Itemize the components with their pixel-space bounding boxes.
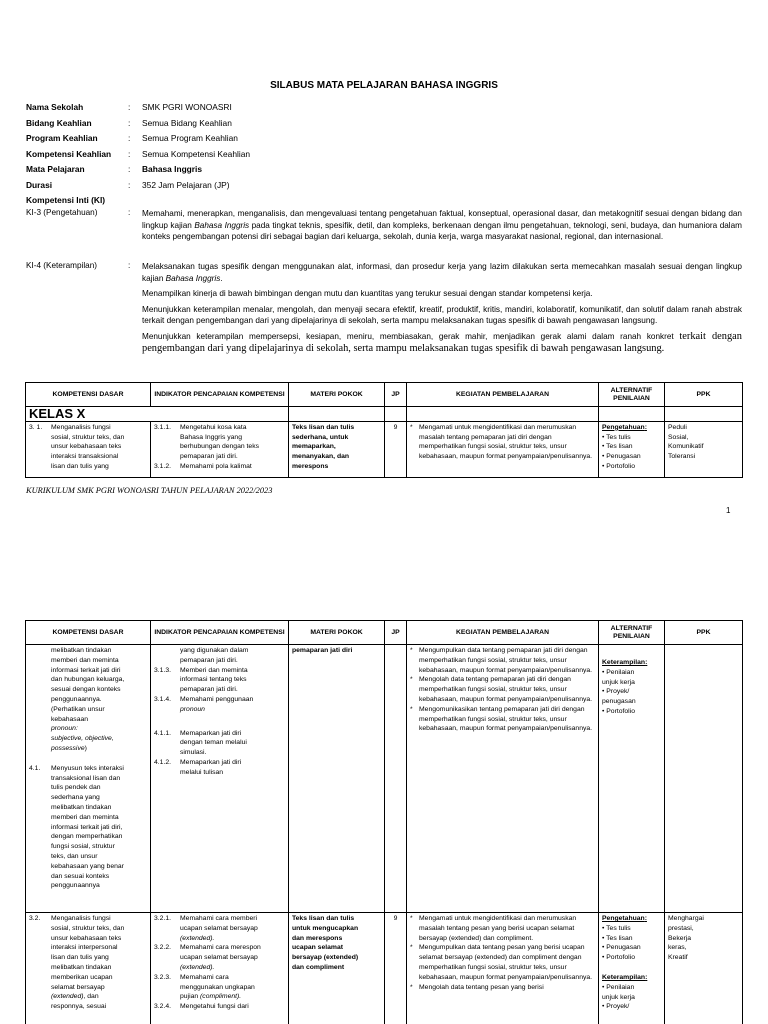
assessment-item: • Tes tulis (602, 924, 631, 932)
text-line: dengan memperhatikan (51, 833, 123, 841)
text-line: informasi terkait jati diri, (51, 823, 123, 831)
jp-cell (385, 645, 407, 913)
activity-item: * Mengomunikasikan tentang pemaparan jati diri dengan memperhatikan fungsi sosial, struktur teks, unsur kebahasaan, maupun format penyampaian/penulisannya. (419, 705, 595, 734)
text-line: sederhana, untuk (292, 433, 349, 441)
ki3-label: KI-3 (Pengetahuan) (26, 208, 98, 217)
jp-cell: 9 (385, 421, 407, 477)
header-ppk: PPK (665, 621, 743, 645)
activity-item: * Mengolah data tentang pesan yang berisi (419, 983, 595, 993)
text-line: Teks lisan dan tulis (292, 423, 355, 431)
text-line: Teks lisan dan tulis (292, 915, 355, 922)
header-materi-pokok: MATERI POKOK (289, 621, 385, 645)
text-line: interaksi interpersonal (51, 944, 118, 952)
footer: KURIKULUM SMK PGRI WONOASRI TAHUN PELAJARAN 2022/2023 (26, 486, 273, 495)
materi-cell: pemaparan jati diri (289, 645, 385, 913)
kegiatan-cell (407, 645, 599, 913)
ki3-text: Memahami, menerapkan, menganalisis, dan mengevaluasi tentang pengetahuan faktual, konseptual, operasional dasar, dan metakognitif sesuai dengan bidang dan lingkup kajian Bahasa Inggris pada tingkat teknis, spesifik, detil, dan kompleks, berkenaan dengan ilmu pengetahuan, teknologi, seni, budaya, dan humaniora dalam konteks pengembangan potensi diri sebagai bagian dari keluarga, sekolah, dunia kerja, warga masyarakat nasional, regional, dan internasional. (142, 209, 742, 242)
indicator-item: 4.1.1. Memaparkan jati diri dengan teman melalui simulasi. (154, 729, 247, 757)
assessment-item: • Tes lisan (602, 934, 633, 942)
kd-cell: 3. 1. Menganalisis fungsi sosial, struktur teks, dan unsur kebahasaan teks interaksi transaksional lisan dan tulis yang (26, 421, 151, 477)
indicator-item: 3.1.1. Mengetahui kosa kata Bahasa Inggris yang berhubungan dengan teks pemaparan jati diri. (154, 423, 259, 461)
header-jp: JP (385, 383, 407, 407)
info-row: Kompetensi Keahlian : Semua Kompetensi Keahlian (26, 148, 251, 159)
ki4-text (142, 261, 742, 355)
assessment-item: • Penugasan (602, 944, 641, 952)
header-jp: JP (385, 621, 407, 645)
assessment-item: unjuk kerja (602, 678, 635, 686)
kd-cell: 3.2. Menganalisis fungsi sosial, struktur teks, dan unsur kebahasaan teks interaksi interpersonal lisan dan tulis yang melibatkan tindakan memberikan ucapan selamat bersayap (extended), dan responnya, sesuai (26, 913, 151, 1024)
indicator-item: 4.1.2. Memaparkan jati diri melalui tulisan (154, 758, 242, 776)
indicator-item: 3.1.2. Memahami pola kalimat (154, 462, 252, 470)
text-line: Menyusun teks interaksi (51, 764, 124, 772)
text-line: merespons (292, 462, 329, 470)
text-line: sederhana yang (51, 794, 100, 802)
ppk-cell (665, 645, 743, 913)
ipk-cell: yang digunakan dalam pemaparan jati diri. 3.1.3. Memberi dan meminta informasi tentang teks pemaparan jati diri. 3.1.4. Memahami penggunaan pronoun 4.1.1. Memaparkan jati diri dengan teman melalui simulasi. 4.1.2. Memaparkan jati diri melalui tulisan (151, 645, 289, 913)
text-line: sesuai dengan konteks (51, 686, 121, 694)
text-line: Menganalisis fungsi (51, 915, 111, 922)
activity-item: * Mengolah data tentang pemaparan jati diri dengan memperhatikan fungsi sosial, struktur teks, unsur kebahasaan, maupun format penyampaian/penulisannya. (419, 675, 595, 704)
kelas-label: KELAS X (26, 407, 289, 422)
indicator-item: 3.1.4. Memahami penggunaan pronoun (154, 695, 254, 713)
assessment-item: • Proyek/ (602, 1003, 630, 1011)
info-value: Semua Program Keahlian (142, 133, 238, 143)
info-value: 352 Jam Pelajaran (JP) (142, 179, 230, 190)
ppk-item: Sosial, (668, 433, 689, 441)
ki3-block: KI-3 (Pengetahuan) : Memahami, menerapkan, menganalisis, dan mengevaluasi tentang pengetahuan faktual, konseptual, operasional dasar, dan metakognitif sesuai dengan bidang dan lingkup kajian Bahasa Inggris pada tingkat teknis, spesifik, detil, dan kompleks, berkenaan dengan ilmu pengetahuan, teknologi, seni, budaya, dan humaniora dalam konteks pengembangan potensi diri sebagai bagian dari keluarga, sekolah, dunia kerja, warga masyarakat nasional, regional, dan internasional. (26, 208, 742, 242)
text-line: dan hubungan keluarga, (51, 676, 125, 684)
ppk-item: Bekerja (668, 934, 692, 942)
info-row: Bidang Keahlian : Semua Bidang Keahlian (26, 117, 232, 128)
text-line: penggunaannya (51, 882, 100, 890)
info-value: Bahasa Inggris (142, 164, 203, 174)
indicator-item: 3.2.1. Memahami cara memberi ucapan selamat bersayap (extended). (154, 915, 258, 942)
ppk-item: Menghargai (668, 915, 704, 922)
text-line: unsur kebahasaan teks (51, 934, 122, 942)
assessment-item: penugasan (602, 698, 636, 706)
text-line: (Perhatikan unsur (51, 705, 105, 713)
alt-cell: Keterampilan: • Penilaian unjuk kerja • Proyek/ penugasan • Portofolio (599, 645, 665, 913)
assessment-item: • Penugasan (602, 453, 641, 461)
syllabus-table-page-1 (25, 382, 743, 478)
text-line: memberikan ucapan (51, 973, 113, 981)
ppk-item: Kreatif (668, 954, 688, 962)
header-indikator: INDIKATOR PENCAPAIAN KOMPETENSI (151, 383, 289, 407)
assessment-item: • Penilaian (602, 668, 635, 676)
info-label: Kompetensi Inti (KI) (26, 195, 106, 205)
info-label: Program Keahlian (26, 133, 98, 143)
info-label: Mata Pelajaran (26, 164, 85, 174)
info-row: Program Keahlian : Semua Program Keahlian (26, 133, 238, 143)
text-line: informasi terkait jati diri (51, 666, 121, 674)
activity-item: * Mengumpulkan data tentang pemaparan jati diri dengan memperhatikan fungsi sosial, struktur teks, unsur kebahasaan, maupun format penyampaian/penulisannya. (419, 646, 595, 675)
indicator-item: 3.2.4. Mengetahui fungsi dari (154, 1003, 249, 1011)
text-line: untuk mengucapkan (292, 924, 359, 932)
ppk-item: Peduli (668, 423, 687, 431)
text-line: kebahasaan yang benar (51, 862, 124, 870)
text-line: unsur kebahasaan teks (51, 443, 122, 451)
materi-cell (289, 913, 385, 1024)
ki4-paragraph-4: Menunjukkan keterampilan mempersepsi, kesiapan, meniru, membiasakan, gerak mahir, menjadikan gerak alami dalam ranah konkret terkait dengan pengembangan dari yang dipelajarinya di sekolah, serta mampu melaksanakan tugas spesifik di bawah pengawasan langsung. (142, 330, 742, 354)
text-line: lisan dan tulis yang (51, 462, 109, 470)
header-alternatif-penilaian: ALTERNATIF PENILAIAN (599, 383, 665, 407)
text-line: tulis pendek dan (51, 784, 101, 792)
text-line: selamat bersayap (51, 983, 105, 991)
info-value: Semua Bidang Keahlian (142, 117, 232, 128)
assessment-item: • Penilaian (602, 983, 635, 991)
ki4-paragraph-2: Menampilkan kinerja di bawah bimbingan dengan mutu dan kuantitas yang terukur sesuai dengan standar kompetensi kerja. (142, 289, 593, 299)
indicator-item: 3.2.2. Memahami cara merespon ucapan selamat bersayap (extended). (154, 944, 261, 971)
text-line: transaksional lisan dan (51, 774, 121, 782)
text-line: memaparkan, (292, 443, 336, 451)
activity-item: * Mengamati untuk mengidentifikasi dan merumuskan masalah tentang pesan yang berisi ucapan selamat bersayap (extended) dan compliment. (419, 914, 595, 943)
header-ppk: PPK (665, 383, 743, 407)
ipk-cell (151, 913, 289, 1024)
header-alternatif-penilaian: ALTERNATIF PENILAIAN (599, 621, 665, 645)
text-line: dan sesuai konteks (51, 872, 110, 880)
document-page-2 (0, 590, 768, 1024)
text-line: dan merespons (292, 934, 343, 942)
assessment-item: • Portofolio (602, 707, 635, 715)
ppk-item: Toleransi (668, 453, 696, 461)
alt-cell: Pengetahuan: • Tes tulis • Tes lisan • Penugasan • Portofolio (599, 421, 665, 477)
ppk-cell (665, 913, 743, 1024)
kd-cell: melibatkan tindakan memberi dan meminta informasi terkait jati diri dan hubungan keluarga, sesuai dengan konteks penggunaannya. (Perhatikan unsur kebahasaan pronoun: subjective, objective, possessive) 4.1. Menyusun teks interaksi transaksional lisan dan tulis pendek dan sederhana yang melibatkan tindakan memberi dan meminta informasi terkait jati diri, dengan memperhatikan fungsi sosial, struktur teks, dan unsur kebahasaan yang benar dan sesuai konteks penggunaannya (26, 645, 151, 913)
text-line: penggunaannya. (51, 695, 102, 703)
ki4-paragraph-3: Menunjukkan keterampilan menalar, mengolah, dan menyaji secara efektif, kreatif, produktif, kritis, mandiri, kolaboratif, komunikatif, dan solutif dalam ranah abstrak terkait dengan pengembangan dari yang dipelajarinya di sekolah, serta mampu melaksanakan tugas spesifik di bawah pengawasan langsung. (142, 304, 742, 326)
assessment-item: • Portofolio (602, 954, 635, 962)
text-line: menanyakan, dan (292, 453, 350, 461)
header-materi-pokok: MATERI POKOK (289, 383, 385, 407)
assessment-item: • Tes lisan (602, 443, 633, 451)
ipk-cell (151, 421, 289, 477)
assessment-item: unjuk kerja (602, 993, 635, 1001)
info-row: Durasi : 352 Jam Pelajaran (JP) (26, 179, 230, 190)
page-gap (0, 540, 768, 590)
materi-cell (289, 421, 385, 477)
info-label: Bidang Keahlian (26, 117, 92, 128)
text-line: melibatkan tindakan (51, 647, 112, 654)
kegiatan-cell: * Mengamati untuk mengidentifikasi dan merumuskan masalah tentang pemaparan jati diri dengan memperhatikan fungsi sosial, struktur teks, unsur kebahasaan, maupun format penyampaian/penulisannya. (407, 421, 599, 477)
school-info (26, 102, 746, 211)
text-line: melibatkan tindakan (51, 963, 112, 971)
text-line: dan compliment (292, 963, 345, 971)
ppk-item: prestasi, (668, 924, 694, 932)
info-label: Nama Sekolah (26, 102, 84, 112)
assessment-item: • Proyek/ (602, 688, 630, 696)
text-line: memberi dan meminta (51, 656, 119, 664)
document-title: SILABUS MATA PELAJARAN BAHASA INGGRIS (270, 80, 498, 91)
text-line: bersayap (extended) (292, 954, 359, 962)
header-kompetensi-dasar: KOMPETENSI DASAR (26, 621, 151, 645)
kegiatan-cell (407, 913, 599, 1024)
text-line: fungsi sosial, struktur (51, 843, 115, 851)
alt-cell: Pengetahuan: • Tes tulis • Tes lisan • Penugasan • Portofolio Keterampilan: • Penilaian unjuk kerja • Proyek/ (599, 913, 665, 1024)
info-label: Kompetensi Keahlian (26, 148, 112, 159)
text-line: melibatkan tindakan (51, 803, 112, 811)
ki4-paragraph-1: Melaksanakan tugas spesifik dengan menggunakan alat, informasi, dan prosedur kerja yang lazim dilakukan serta memecahkan masalah sesuai dengan lingkup kajian Bahasa Inggris. (142, 262, 742, 283)
syllabus-table-page-2 (25, 620, 743, 1024)
text-line: memberi dan meminta (51, 813, 119, 821)
info-label: Durasi (26, 179, 53, 190)
text-line: teks, dan unsur (51, 852, 98, 860)
info-row: Mata Pelajaran : Bahasa Inggris (26, 164, 203, 174)
info-value: SMK PGRI WONOASRI (142, 102, 232, 112)
text-line: kebahasaan (51, 715, 89, 723)
header-kegiatan: KEGIATAN PEMBELAJARAN (407, 383, 599, 407)
info-row: Nama Sekolah : SMK PGRI WONOASRI (26, 102, 232, 112)
ppk-item: Komunikatif (668, 443, 704, 451)
text-line: ucapan selamat (292, 944, 343, 952)
ki4-block: KI-4 (Keterampilan) : Melaksanakan tugas spesifik dengan menggunakan alat, informasi, dan prosedur kerja yang lazim dilakukan serta memecahkan masalah sesuai dengan lingkup kajian Bahasa Inggris. Menampilkan kinerja di bawah bimbingan dengan mutu dan kuantitas yang terukur sesuai dengan standar kompetensi kerja. Menunjukkan keterampilan menalar, mengolah, dan menyaji secara efektif, kreatif, produktif, kritis, mandiri, kolaboratif, komunikatif, dan solutif dalam ranah abstrak terkait dengan pengembangan dari yang dipelajarinya di sekolah, serta mampu melaksanakan tugas spesifik di bawah pengawasan langsung. Menunjukkan keterampilan mempersepsi, kesiapan, meniru, membiasakan, gerak mahir, menjadikan gerak alami dalam ranah konkret terkait dengan pengembangan dari yang dipelajarinya di sekolah, serta mampu melaksanakan tugas spesifik di bawah pengawasan langsung. (26, 261, 742, 354)
ppk-cell (665, 421, 743, 477)
text-line: lisan dan tulis yang (51, 954, 109, 962)
text-line: Menganalisis fungsi (51, 423, 111, 431)
indicator-item: 3.2.3. Memahami cara menggunakan ungkapan pujian (compliment). (154, 973, 255, 1001)
indicator-item: 3.1.3. Memberi dan meminta informasi tentang teks pemaparan jati diri. (154, 666, 248, 694)
info-value: Semua Kompetensi Keahlian (142, 148, 251, 159)
header-kegiatan: KEGIATAN PEMBELAJARAN (407, 621, 599, 645)
activity-item: * Mengumpulkan data tentang pesan yang berisi ucapan selamat bersayap (extended) dan compliment dengan memperhatikan fungsi sosial, struktur teks, unsur kebahasaan, maupun format penyampaian/penulisannya. (419, 943, 595, 982)
text-line: sosial, struktur teks, dan (51, 924, 125, 932)
assessment-item: • Tes tulis (602, 433, 631, 441)
header-kompetensi-dasar: KOMPETENSI DASAR (26, 383, 151, 407)
assessment-item: • Portofolio (602, 462, 635, 470)
jp-cell: 9 (385, 913, 407, 1024)
ppk-item: keras, (668, 944, 687, 952)
header-indikator: INDIKATOR PENCAPAIAN KOMPETENSI (151, 621, 289, 645)
ki4-label: KI-4 (Keterampilan) (26, 261, 97, 270)
text-line: interaksi transaksional (51, 453, 119, 461)
text-line: sosial, struktur teks, dan (51, 433, 125, 441)
page-number: 1 (726, 506, 731, 515)
